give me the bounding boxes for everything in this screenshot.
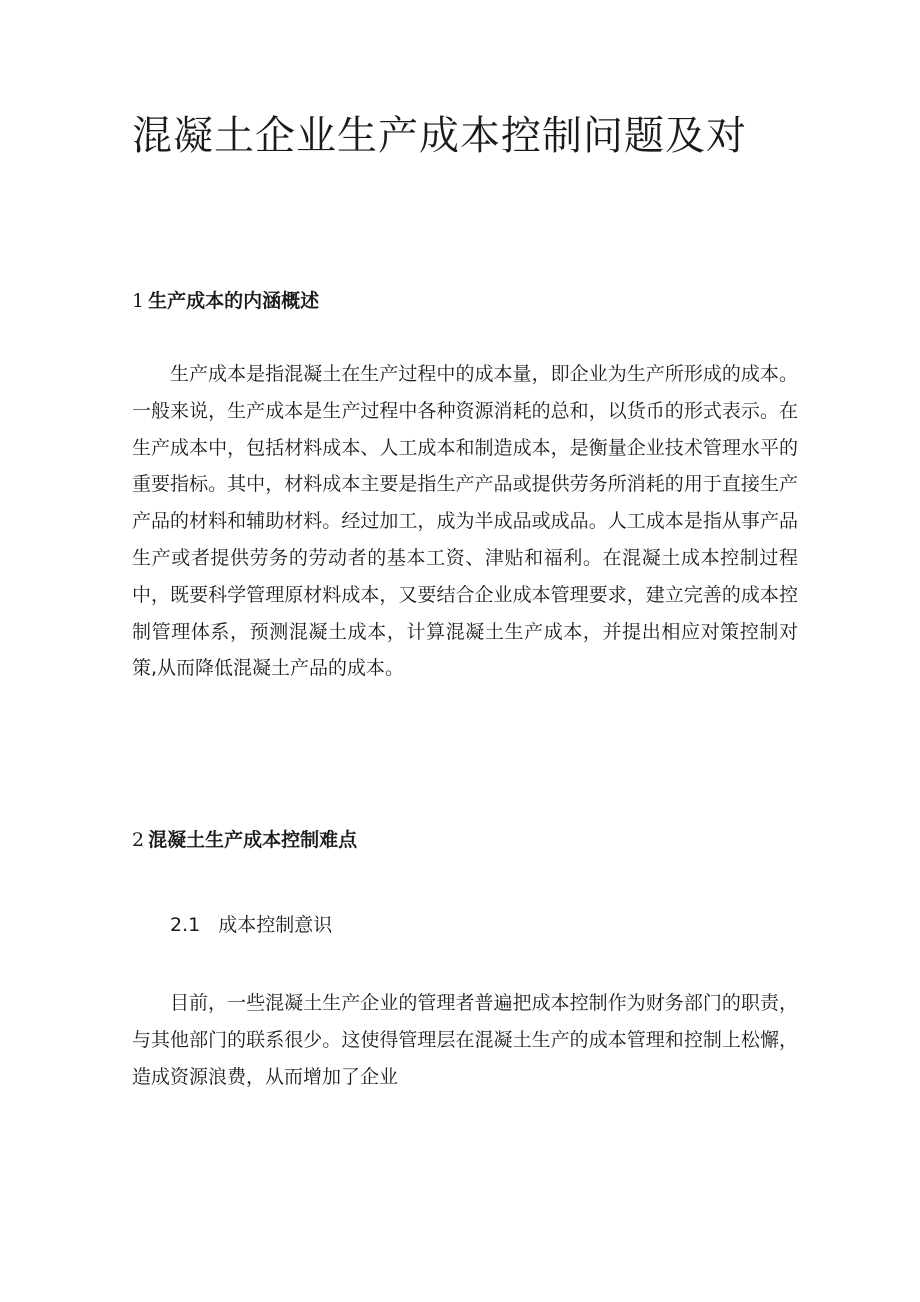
section-1-heading	[132, 286, 319, 316]
subsection-2-1-number: 2.1	[170, 914, 201, 936]
section-2-heading-text: 混凝土生产成本控制难点	[148, 829, 358, 851]
section-1-paragraph: 生产成本是指混凝土在生产过程中的成本量，即企业为生产所形成的成本。一般来说，生产成本是生产过程中各种资源消耗的总和，以货币的形式表示。在生产成本中，包括材料成本、人工成本和制造成本，是衡量企业技术管理水平的重要指标。其中，材料成本主要是指生产产品或提供劳务所消耗的用于直接生产产品的材料和辅助材料。经过加工，成为半成品或成品。人工成本是指从事产品生产或者提供劳务的劳动者的基本工资、津贴和福利。在混凝土成本控制过程中，既要科学管理原材料成本，又要结合企业成本管理要求，建立完善的成本控制管理体系，预测混凝土成本，计算混凝土生产成本，并提出相应对策控制对策,从而降低混凝土产品的成本。	[132, 363, 798, 680]
section-2-heading	[132, 825, 357, 855]
subsection-2-1-heading-text: 成本控制意识	[218, 914, 333, 936]
subsection-2-1-paragraph: 目前，一些混凝土生产企业的管理者普遍把成本控制作为财务部门的职责，与其他部门的联系很少。这使得管理层在混凝土生产的成本管理和控制上松懈，造成资源浪费，从而增加了企业	[132, 992, 798, 1088]
section-1-heading-text: 生产成本的内涵概述	[148, 290, 320, 312]
subsection-2-1-heading	[170, 910, 332, 940]
section-1-number: 1	[132, 290, 145, 312]
section-2-number: 2	[132, 829, 145, 851]
document-title: 混凝土企业生产成本控制问题及对	[132, 113, 747, 159]
